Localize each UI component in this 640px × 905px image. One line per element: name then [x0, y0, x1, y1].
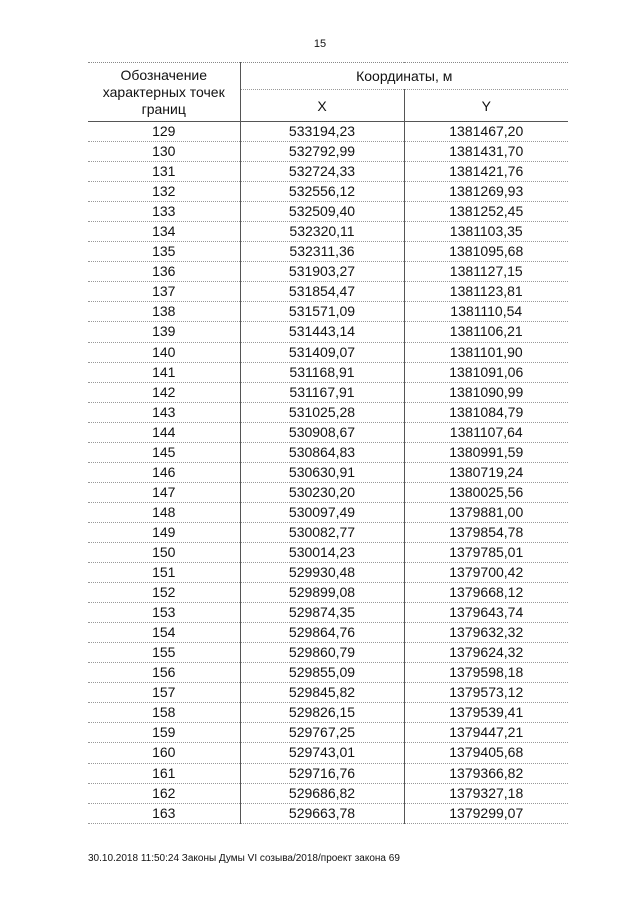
point-id-cell: 145: [88, 442, 240, 462]
y-coordinate-cell: 1380719,24: [404, 462, 568, 482]
table-row: [88, 302, 568, 322]
x-coordinate-cell: 531571,09: [240, 302, 404, 322]
point-id-cell: 134: [88, 222, 240, 242]
x-coordinate-cell: 532724,33: [240, 162, 404, 182]
point-id-cell: 144: [88, 422, 240, 442]
x-coordinate-cell: 531854,47: [240, 282, 404, 302]
table-row: [88, 122, 568, 142]
x-coordinate-cell: 529930,48: [240, 563, 404, 583]
x-coordinate-cell: 530864,83: [240, 442, 404, 462]
table-row: [88, 402, 568, 422]
y-header: Y: [481, 97, 491, 114]
y-coordinate-cell: 1379854,78: [404, 522, 568, 542]
x-coordinate-cell: 529874,35: [240, 603, 404, 623]
y-coordinate-cell: 1381110,54: [404, 302, 568, 322]
table-row: [88, 603, 568, 623]
y-coordinate-cell: 1381421,76: [404, 162, 568, 182]
table-row: [88, 142, 568, 162]
x-coordinate-cell: 530014,23: [240, 542, 404, 562]
table-row: [88, 542, 568, 562]
point-id-cell: 147: [88, 482, 240, 502]
y-coordinate-cell: 1381090,99: [404, 382, 568, 402]
y-coordinate-cell: 1380991,59: [404, 442, 568, 462]
y-coordinate-cell: 1381084,79: [404, 402, 568, 422]
point-id-cell: 163: [88, 803, 240, 823]
y-coordinate-cell: 1379632,32: [404, 623, 568, 643]
y-coordinate-cell: 1379573,12: [404, 683, 568, 703]
x-coordinate-cell: 531443,14: [240, 322, 404, 342]
x-coordinate-cell: 530082,77: [240, 522, 404, 542]
y-coordinate-cell: 1381103,35: [404, 222, 568, 242]
point-id-cell: 137: [88, 282, 240, 302]
point-id-cell: 135: [88, 242, 240, 262]
y-coordinate-cell: 1379700,42: [404, 563, 568, 583]
y-coordinate-cell: 1379327,18: [404, 783, 568, 803]
point-id-cell: 153: [88, 603, 240, 623]
x-coordinate-cell: 529899,08: [240, 583, 404, 603]
y-coordinate-cell: 1381467,20: [404, 122, 568, 142]
x-coordinate-cell: 529686,82: [240, 783, 404, 803]
y-coordinate-cell: 1381091,06: [404, 362, 568, 382]
table-row: [88, 783, 568, 803]
y-coordinate-cell: 1381095,68: [404, 242, 568, 262]
y-coordinate-cell: 1379447,21: [404, 723, 568, 743]
table-row: [88, 442, 568, 462]
coordinates-table: [88, 62, 568, 824]
y-coordinate-cell: 1379299,07: [404, 803, 568, 823]
point-id-cell: 155: [88, 643, 240, 663]
point-id-cell: 138: [88, 302, 240, 322]
x-header: X: [240, 90, 404, 122]
table-row: [88, 522, 568, 542]
x-coordinate-cell: 529826,15: [240, 703, 404, 723]
table-row: [88, 763, 568, 783]
table-header: [88, 63, 568, 122]
x-coordinate-cell: 531409,07: [240, 342, 404, 362]
table-row: [88, 222, 568, 242]
table-row: [88, 382, 568, 402]
point-id-cell: 131: [88, 162, 240, 182]
point-id-cell: 133: [88, 202, 240, 222]
table-row: [88, 583, 568, 603]
table-row: [88, 643, 568, 663]
x-coordinate-cell: 530630,91: [240, 462, 404, 482]
x-coordinate-cell: 531168,91: [240, 362, 404, 382]
table-row: [88, 202, 568, 222]
x-coordinate-cell: 529743,01: [240, 743, 404, 763]
point-id-cell: 139: [88, 322, 240, 342]
page-number: 15: [313, 38, 327, 50]
y-coordinate-cell: 1379643,74: [404, 603, 568, 623]
point-id-cell: 148: [88, 502, 240, 522]
table-row: [88, 563, 568, 583]
point-id-cell: 140: [88, 342, 240, 362]
table-row: [88, 422, 568, 442]
x-coordinate-cell: 531167,91: [240, 382, 404, 402]
designation-header: Обозначение характерных точек границ: [88, 63, 240, 122]
table-row: [88, 743, 568, 763]
point-id-cell: 146: [88, 462, 240, 482]
table-row: [88, 322, 568, 342]
table-row: [88, 482, 568, 502]
y-coordinate-cell: 1379668,12: [404, 583, 568, 603]
y-coordinate-cell: 1381123,81: [404, 282, 568, 302]
table-row: [88, 703, 568, 723]
table-row: [88, 282, 568, 302]
y-coordinate-cell: 1379785,01: [404, 542, 568, 562]
y-coordinate-cell: 1379366,82: [404, 763, 568, 783]
table-row: [88, 803, 568, 823]
footer-text: 30.10.2018 11:50:24 Законы Думы VI созыва/2018/проект закона 69: [88, 853, 400, 864]
point-id-cell: 162: [88, 783, 240, 803]
y-coordinate-cell: 1381431,70: [404, 142, 568, 162]
y-coordinate-cell: 1381269,93: [404, 182, 568, 202]
point-id-cell: 143: [88, 402, 240, 422]
x-coordinate-cell: 532509,40: [240, 202, 404, 222]
x-coordinate-cell: 529860,79: [240, 643, 404, 663]
x-coordinate-cell: 530097,49: [240, 502, 404, 522]
y-coordinate-cell: 1380025,56: [404, 482, 568, 502]
x-coordinate-cell: 530908,67: [240, 422, 404, 442]
table-body: [88, 122, 568, 824]
point-id-cell: 136: [88, 262, 240, 282]
table-row: [88, 723, 568, 743]
point-id-cell: 156: [88, 663, 240, 683]
x-coordinate-cell: 531025,28: [240, 402, 404, 422]
point-id-cell: 161: [88, 763, 240, 783]
y-coordinate-cell: 1379405,68: [404, 743, 568, 763]
point-id-cell: 132: [88, 182, 240, 202]
x-coordinate-cell: 529855,09: [240, 663, 404, 683]
table-row: [88, 623, 568, 643]
table-row: [88, 362, 568, 382]
y-coordinate-cell: 1381107,64: [404, 422, 568, 442]
table-row: [88, 683, 568, 703]
point-id-cell: 151: [88, 563, 240, 583]
table-row: [88, 182, 568, 202]
point-id-cell: 150: [88, 542, 240, 562]
y-coordinate-cell: 1381127,15: [404, 262, 568, 282]
coordinates-header: Координаты, м: [240, 63, 568, 90]
point-id-cell: 159: [88, 723, 240, 743]
y-coordinate-cell: 1379598,18: [404, 663, 568, 683]
point-id-cell: 149: [88, 522, 240, 542]
x-coordinate-cell: 530230,20: [240, 482, 404, 502]
y-coordinate-cell: 1381101,90: [404, 342, 568, 362]
table-row: [88, 502, 568, 522]
point-id-cell: 130: [88, 142, 240, 162]
point-id-cell: 158: [88, 703, 240, 723]
point-id-cell: 160: [88, 743, 240, 763]
table-row: [88, 262, 568, 282]
x-coordinate-cell: 529716,76: [240, 763, 404, 783]
x-coordinate-cell: 531903,27: [240, 262, 404, 282]
y-coordinate-cell: 1379881,00: [404, 502, 568, 522]
point-id-cell: 141: [88, 362, 240, 382]
x-coordinate-cell: 529663,78: [240, 803, 404, 823]
x-coordinate-cell: 529767,25: [240, 723, 404, 743]
x-coordinate-cell: 532320,11: [240, 222, 404, 242]
x-coordinate-cell: 529864,76: [240, 623, 404, 643]
x-coordinate-cell: 529845,82: [240, 683, 404, 703]
table-row: [88, 462, 568, 482]
y-coordinate-cell: 1381252,45: [404, 202, 568, 222]
table-row: [88, 242, 568, 262]
x-coordinate-cell: 533194,23: [240, 122, 404, 142]
table-row: [88, 663, 568, 683]
y-coordinate-cell: 1379624,32: [404, 643, 568, 663]
point-id-cell: 157: [88, 683, 240, 703]
point-id-cell: 129: [88, 122, 240, 142]
point-id-cell: 152: [88, 583, 240, 603]
point-id-cell: 142: [88, 382, 240, 402]
x-coordinate-cell: 532792,99: [240, 142, 404, 162]
x-coordinate-cell: 532556,12: [240, 182, 404, 202]
y-coordinate-cell: 1381106,21: [404, 322, 568, 342]
x-coordinate-cell: 532311,36: [240, 242, 404, 262]
point-id-cell: 154: [88, 623, 240, 643]
table-row: [88, 342, 568, 362]
y-coordinate-cell: 1379539,41: [404, 703, 568, 723]
table-row: [88, 162, 568, 182]
